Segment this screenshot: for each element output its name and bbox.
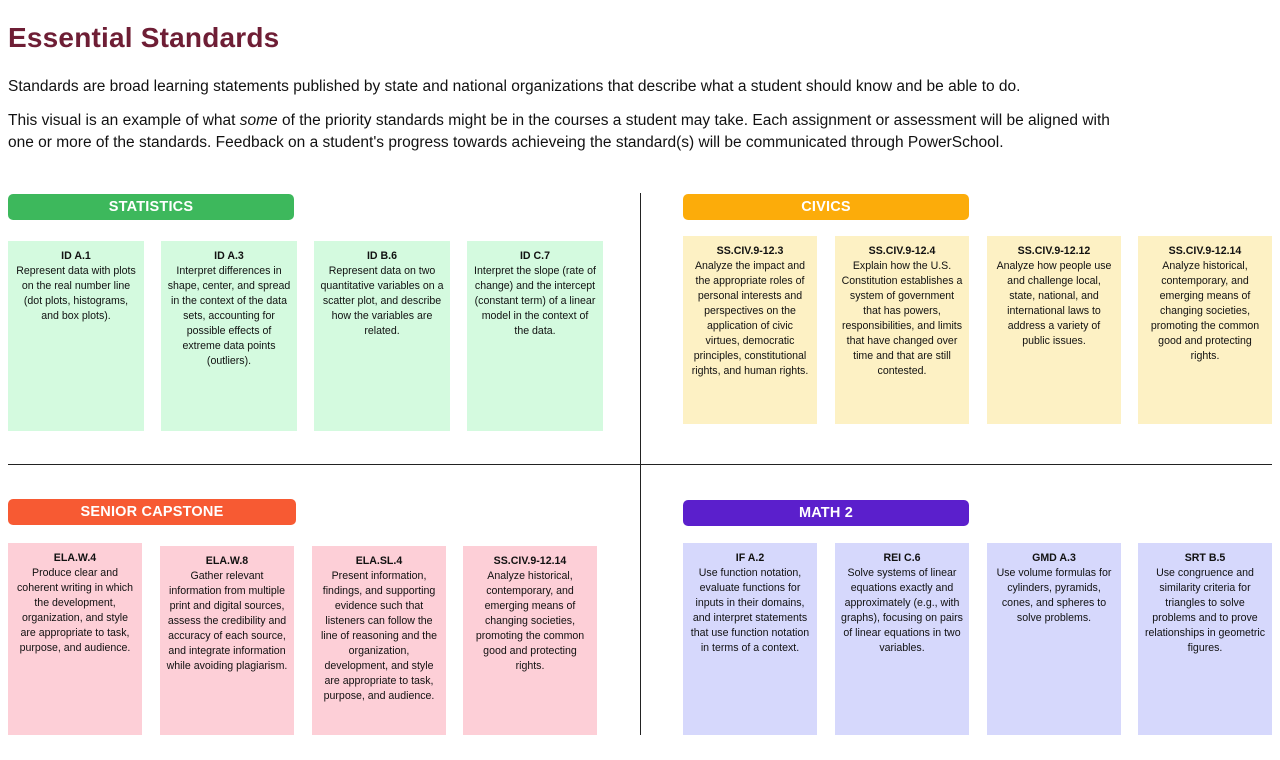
standard-code: REI C.6 — [883, 552, 921, 564]
math2-header: MATH 2 — [683, 500, 969, 526]
standard-description: Analyze historical, contemporary, and emerging means of changing societies, promoting the common good and protecting rights. — [475, 570, 585, 672]
math2-card-gmd-a3 — [987, 543, 1121, 735]
standard-code: ID A.3 — [214, 250, 244, 262]
standard-description: Explain how the U.S. Constitution establishes a system of government that has powers, responsibilities, and limits that have changed over time and that are still contested. — [841, 260, 963, 377]
standard-code: IF A.2 — [735, 552, 765, 564]
standard-code: SRT B.5 — [1184, 552, 1226, 564]
intro-paragraph-1: Standards are broad learning statements published by state and national organizations that describe what a student should know and be able to do. — [8, 78, 1021, 95]
standard-code: SS.CIV.9-12.14 — [1168, 245, 1242, 257]
standard-code: SS.CIV.9-12.4 — [868, 245, 936, 257]
statistics-card-id-a1 — [8, 241, 144, 431]
standard-code: SS.CIV.9-12.14 — [493, 555, 567, 567]
math2-card-srt-b5 — [1138, 543, 1272, 735]
statistics-card-id-b6 — [314, 241, 450, 431]
civics-header: CIVICS — [683, 194, 969, 220]
civics-card-4 — [835, 236, 969, 424]
capstone-card-w8 — [160, 546, 294, 735]
math2-card-rei-c6 — [835, 543, 969, 735]
standard-code: ELA.W.8 — [205, 555, 249, 567]
horizontal-divider — [8, 464, 1272, 465]
statistics-header: STATISTICS — [8, 194, 294, 220]
standard-description: Analyze how people use and challenge local, state, national, and international laws to address a variety of public issues. — [996, 260, 1112, 347]
standard-code: GMD A.3 — [1032, 552, 1076, 564]
civics-card-3 — [683, 236, 817, 424]
statistics-card-id-a3 — [161, 241, 297, 431]
math2-card-if-a2 — [683, 543, 817, 735]
standard-code: ID B.6 — [366, 250, 398, 262]
capstone-card-sl4 — [312, 546, 446, 735]
standard-description: Solve systems of linear equations exactly and approximately (e.g., with graphs), focusing on pairs of linear equations in two variables. — [841, 567, 963, 654]
standard-description: Represent data on two quantitative variables on a scatter plot, and describe how the variables are related. — [320, 265, 444, 337]
intro-2-emphasis: some — [239, 112, 278, 129]
standard-description: Represent data with plots on the real number line (dot plots, histograms, and box plots). — [16, 265, 136, 322]
standard-code: ELA.SL.4 — [355, 555, 403, 567]
standard-description: Use function notation, evaluate functions for inputs in their domains, and interpret statements that use function notation in terms of a context. — [690, 567, 810, 654]
standard-description: Analyze the impact and the appropriate roles of personal interests and perspectives on the application of civic virtues, democratic principles, constitutional rights, and human rights. — [691, 260, 809, 377]
capstone-card-civ14 — [463, 546, 597, 735]
standard-code: SS.CIV.9-12.3 — [716, 245, 784, 257]
civics-card-12 — [987, 236, 1121, 424]
page-title: Essential Standards — [8, 22, 280, 53]
standard-description: Analyze historical, contemporary, and emerging means of changing societies, promoting the common good and protecting rights. — [1150, 260, 1260, 362]
standard-code: ID C.7 — [519, 250, 551, 262]
standard-description: Use congruence and similarity criteria for triangles to solve problems and to prove relationships in geometric figures. — [1144, 567, 1266, 654]
standard-description: Present information, findings, and supporting evidence such that listeners can follow the line of reasoning and the organization, development, and style are appropriate to task, purpose, and audience. — [320, 570, 438, 702]
capstone-card-w4 — [8, 543, 142, 735]
standard-code: ID A.1 — [61, 250, 91, 262]
intro-text — [8, 76, 1138, 154]
intro-2-end: of the priority standards might be in the courses a student may take. Each assignment or assessment will be aligned with one or more of the standards. Feedback on a student's progress towards achieveing the standard(s) will be communicated through PowerSchool. — [8, 112, 1110, 151]
intro-paragraph-2 — [8, 110, 1138, 154]
civics-card-14 — [1138, 236, 1272, 424]
standard-code: SS.CIV.9-12.12 — [1017, 245, 1091, 257]
intro-2-start: This visual is an example of what — [8, 112, 240, 129]
standard-description: Interpret the slope (rate of change) and the intercept (constant term) of a linear model in the context of the data. — [474, 265, 596, 337]
standard-description: Produce clear and coherent writing in which the development, organization, and style are appropriate to task, purpose, and audience. — [17, 567, 133, 654]
standard-description: Use volume formulas for cylinders, pyramids, cones, and spheres to solve problems. — [996, 567, 1112, 624]
statistics-card-id-c7 — [467, 241, 603, 431]
standard-description: Gather relevant information from multiple print and digital sources, assess the credibility and accuracy of each source, and integrate information while avoiding plagiarism. — [166, 570, 288, 672]
capstone-header: SENIOR CAPSTONE — [8, 499, 296, 525]
standard-description: Interpret differences in shape, center, and spread in the context of the data sets, accounting for possible effects of extreme data points (outliers). — [167, 265, 291, 367]
standard-code: ELA.W.4 — [53, 552, 97, 564]
